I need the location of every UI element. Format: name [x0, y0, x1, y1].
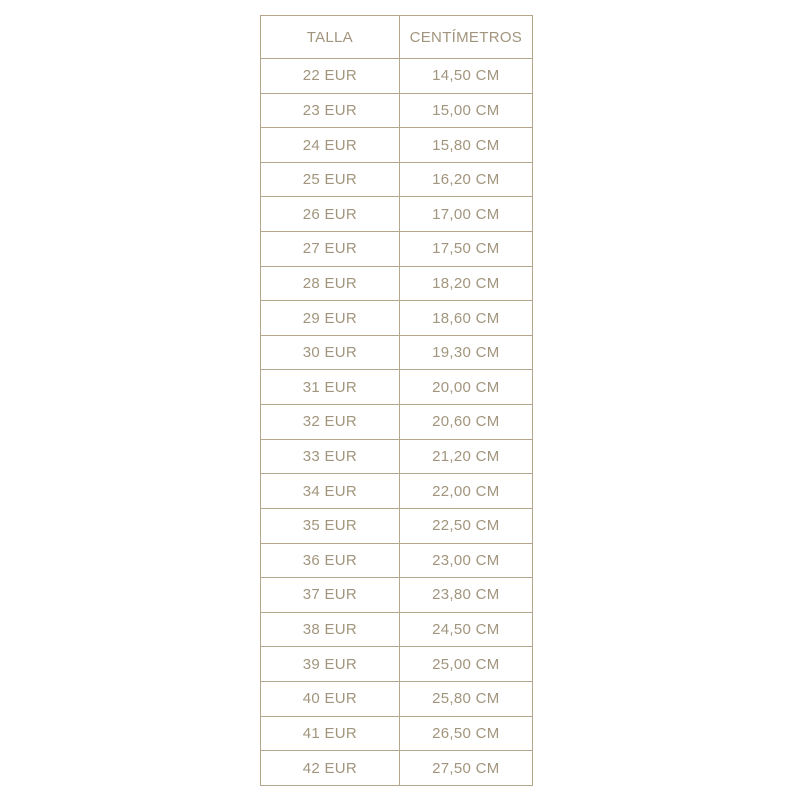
talla-cell: 27 EUR: [261, 232, 400, 267]
table-row: [261, 578, 533, 613]
talla-cell: 23 EUR: [261, 93, 400, 128]
talla-cell: 30 EUR: [261, 335, 400, 370]
table-row: [261, 439, 533, 474]
table-row: [261, 543, 533, 578]
cm-cell: 15,80 CM: [399, 128, 532, 163]
talla-cell: 35 EUR: [261, 508, 400, 543]
table-row: [261, 508, 533, 543]
talla-cell: 39 EUR: [261, 647, 400, 682]
cm-cell: 14,50 CM: [399, 59, 532, 94]
cm-cell: 17,00 CM: [399, 197, 532, 232]
table-row: [261, 370, 533, 405]
table-row: [261, 474, 533, 509]
talla-cell: 32 EUR: [261, 405, 400, 440]
talla-cell: 29 EUR: [261, 301, 400, 336]
talla-cell: 36 EUR: [261, 543, 400, 578]
cm-cell: 15,00 CM: [399, 93, 532, 128]
cm-cell: 26,50 CM: [399, 716, 532, 751]
table-row: [261, 751, 533, 786]
cm-cell: 17,50 CM: [399, 232, 532, 267]
cm-cell: 27,50 CM: [399, 751, 532, 786]
table-row: [261, 197, 533, 232]
table-row: [261, 335, 533, 370]
cm-cell: 23,80 CM: [399, 578, 532, 613]
cm-cell: 22,00 CM: [399, 474, 532, 509]
talla-cell: 28 EUR: [261, 266, 400, 301]
cm-cell: 24,50 CM: [399, 612, 532, 647]
table-row: [261, 162, 533, 197]
header-centimetros: CENTÍMETROS: [399, 16, 532, 59]
table-row: [261, 681, 533, 716]
talla-cell: 34 EUR: [261, 474, 400, 509]
table-row: [261, 647, 533, 682]
cm-cell: 18,20 CM: [399, 266, 532, 301]
cm-cell: 23,00 CM: [399, 543, 532, 578]
cm-cell: 25,00 CM: [399, 647, 532, 682]
cm-cell: 20,60 CM: [399, 405, 532, 440]
table-row: [261, 128, 533, 163]
cm-cell: 18,60 CM: [399, 301, 532, 336]
table-header-row: [261, 16, 533, 59]
cm-cell: 16,20 CM: [399, 162, 532, 197]
talla-cell: 22 EUR: [261, 59, 400, 94]
table-row: [261, 59, 533, 94]
cm-cell: 25,80 CM: [399, 681, 532, 716]
talla-cell: 37 EUR: [261, 578, 400, 613]
table-row: [261, 612, 533, 647]
header-talla: TALLA: [261, 16, 400, 59]
talla-cell: 33 EUR: [261, 439, 400, 474]
cm-cell: 19,30 CM: [399, 335, 532, 370]
table-row: [261, 301, 533, 336]
talla-cell: 31 EUR: [261, 370, 400, 405]
talla-cell: 25 EUR: [261, 162, 400, 197]
table-row: [261, 93, 533, 128]
talla-cell: 24 EUR: [261, 128, 400, 163]
table-body: [261, 59, 533, 786]
size-chart-table: [260, 15, 533, 786]
cm-cell: 21,20 CM: [399, 439, 532, 474]
talla-cell: 40 EUR: [261, 681, 400, 716]
table-row: [261, 716, 533, 751]
talla-cell: 42 EUR: [261, 751, 400, 786]
talla-cell: 38 EUR: [261, 612, 400, 647]
talla-cell: 41 EUR: [261, 716, 400, 751]
cm-cell: 20,00 CM: [399, 370, 532, 405]
size-chart: [260, 15, 533, 786]
talla-cell: 26 EUR: [261, 197, 400, 232]
cm-cell: 22,50 CM: [399, 508, 532, 543]
table-row: [261, 232, 533, 267]
table-row: [261, 266, 533, 301]
table-row: [261, 405, 533, 440]
